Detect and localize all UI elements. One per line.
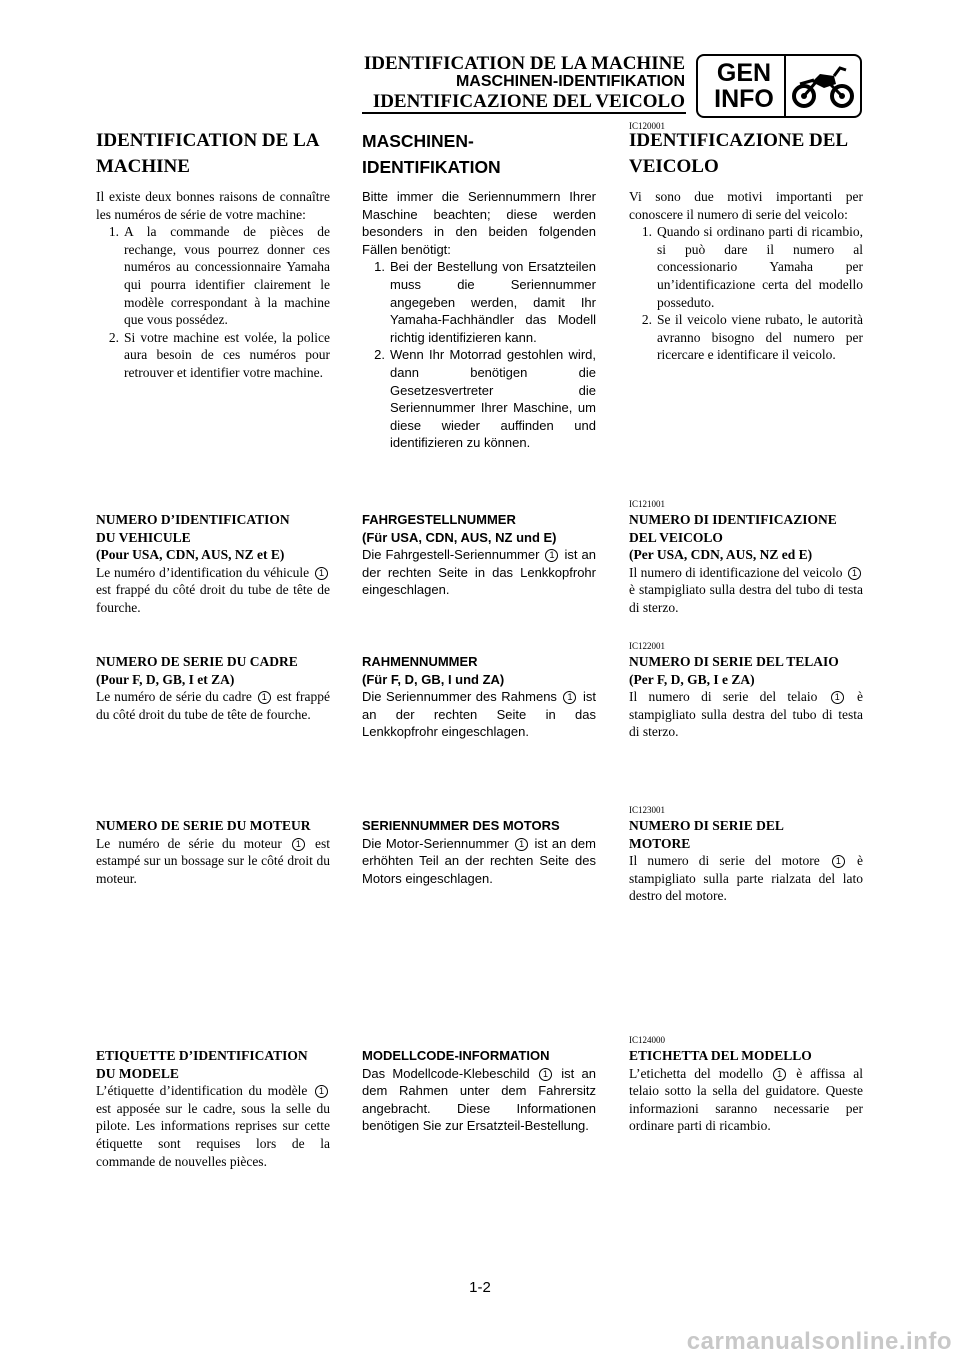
badge-label-line1: GEN — [716, 59, 772, 87]
fr-intro-text: Il existe deux bonnes raisons de connaître les numéros de série de votre machine: — [96, 189, 330, 222]
de-engine-heading: SERIENNUMMER DES MOTORS — [362, 818, 560, 833]
fr-model-label-section — [96, 1047, 330, 1170]
body-text: est frappé du côté droit du tube de tête de fourche. — [96, 582, 330, 615]
it-frame-section — [629, 653, 863, 741]
it-model-label-body — [629, 1065, 863, 1135]
de-section-title: MASCHINEN-IDENTIFIKATION — [362, 131, 501, 177]
fr-model-label-body — [96, 1082, 330, 1170]
column-italian — [629, 0, 863, 1358]
de-model-code-heading: MODELLCODE-INFORMATION — [362, 1048, 550, 1063]
it-engine-heading: NUMERO DI SERIE DEL — [629, 818, 784, 833]
body-text: Il numero di identificazione del veicolo — [629, 564, 843, 580]
de-model-code-body — [362, 1065, 596, 1135]
it-vin-heading-markets: (Per USA, CDN, AUS, NZ ed E) — [629, 547, 813, 563]
it-intro — [629, 188, 863, 364]
callout-number: 1 — [539, 1068, 552, 1081]
column-german — [362, 0, 596, 1358]
de-intro — [362, 188, 596, 452]
fr-engine-heading: NUMERO DE SERIE DU MOTEUR — [96, 818, 311, 833]
body-text: est frappé du côté droit du tube de tête de fourche. — [96, 689, 330, 722]
it-model-label-heading: ETICHETTA DEL MODELLO — [629, 1048, 812, 1063]
it-vin-heading-2: DEL VEICOLO — [629, 529, 723, 545]
callout-number: 1 — [292, 838, 305, 851]
callout-number: 1 — [832, 855, 845, 868]
fr-vin-heading-2: DU VEHICULE — [96, 529, 191, 545]
fr-vin-body — [96, 564, 330, 617]
fr-intro — [96, 188, 330, 382]
list-number: 1. — [641, 224, 652, 240]
header-title-it: IDENTIFICAZIONE DEL VEICOLO — [372, 91, 685, 112]
body-text: Le numéro d’identification du véhicule — [96, 564, 310, 580]
it-ref-code: IC121001 — [629, 499, 665, 509]
it-ref-code: IC124000 — [629, 1035, 665, 1045]
de-engine-section — [362, 817, 596, 887]
column-french — [96, 0, 330, 1358]
callout-number: 1 — [831, 691, 844, 704]
body-text: è stampigliato sulla parte rialzata del lato destro del motore. — [629, 853, 864, 904]
body-text: Le numéro de série du cadre — [96, 689, 252, 705]
it-vin-section — [629, 511, 863, 617]
body-text: est estampé sur un bossage sur le côté droit du moteur. — [96, 835, 330, 886]
callout-number: 1 — [515, 838, 528, 851]
callout-number: 1 — [848, 567, 861, 580]
fr-reasons-list — [96, 223, 330, 381]
list-text: Wenn Ihr Motorrad gestohlen wird, dann benötigen die Gesetzesvertreter die Seriennummer Ihrer Maschine, um diese wieder auffinden und identifizieren zu können. — [390, 347, 596, 451]
callout-number: 1 — [315, 1085, 328, 1098]
body-text: Le numéro de série du moteur — [96, 835, 282, 851]
list-number: 1. — [374, 259, 385, 275]
de-vin-heading: FAHRGESTELLNUMMER — [362, 512, 516, 527]
it-ref-code: IC122001 — [629, 641, 665, 651]
fr-frame-heading: NUMERO DE SERIE DU CADRE — [96, 654, 298, 669]
callout-number: 1 — [258, 691, 271, 704]
list-text: Si votre machine est volée, la police aura besoin de ces numéros pour retrouver et identifier votre machine. — [124, 329, 330, 380]
body-text: ist an der rechten Seite in das Lenkkopfrohr eingeschlagen. — [362, 547, 596, 598]
body-text: è stampigliato sulla destra del tubo di testa di sterzo. — [629, 582, 863, 615]
list-item — [362, 258, 596, 346]
list-item — [629, 311, 863, 364]
fr-model-label-heading-2: DU MODELE — [96, 1065, 179, 1081]
fr-frame-body — [96, 688, 330, 723]
de-vin-section — [362, 511, 596, 599]
list-number: 2. — [374, 347, 385, 363]
list-text: Bei der Bestellung von Ersatzteilen muss die Seriennummer angegeben werden, damit Ihr Yamaha-Fachhändler das Modell richtig identifizieren kann. — [390, 259, 596, 345]
it-engine-section — [629, 817, 863, 905]
list-number: 2. — [641, 312, 652, 328]
list-number: 2. — [108, 329, 119, 345]
list-text: A la commande de pièces de rechange, vous pourrez donner ces numéros au concessionnaire Yamaha qui pourra identifier clairement le modèle correspondant à la machine que vous possédez. — [124, 224, 330, 328]
it-model-label-section — [629, 1047, 863, 1135]
callout-number: 1 — [773, 1068, 786, 1081]
body-text: è affissa al telaio sotto la sella del guidatore. Queste informazioni saranno necessarie per ordinare parti di ricambio. — [629, 1065, 864, 1134]
de-model-code-section — [362, 1047, 596, 1135]
badge-label-line2: INFO — [714, 85, 774, 113]
body-text: Die Fahrgestell-Seriennummer — [362, 547, 540, 563]
fr-model-label-heading: ETIQUETTE D’IDENTIFICATION — [96, 1048, 308, 1063]
it-intro-text: Vi sono due motivi importanti per conoscere il numero di serie del veicolo: — [629, 189, 863, 222]
page-number: 1-2 — [469, 1279, 491, 1296]
list-text: Quando si ordinano parti di ricambio, si può dare il numero al concessionario Yamaha per un’identificazione certa del modello posseduto. — [657, 224, 863, 310]
de-vin-body — [362, 546, 596, 599]
fr-vin-heading-markets: (Pour USA, CDN, AUS, NZ et E) — [96, 547, 285, 563]
list-item — [96, 223, 330, 329]
fr-engine-section — [96, 817, 330, 887]
it-ref-code: IC123001 — [629, 805, 665, 815]
de-frame-body — [362, 688, 596, 741]
callout-number: 1 — [545, 549, 558, 562]
it-engine-heading-2: MOTORE — [629, 835, 691, 851]
watermark: carmanualsonline.info — [686, 1328, 952, 1355]
body-text: est apposée sur le cadre, sous la selle du pilote. Les informations reprises sur cette étiquette sont requises lors de la commande de nouvelles pièces. — [96, 1100, 330, 1169]
it-frame-heading: NUMERO DI SERIE DEL TELAIO — [629, 654, 839, 669]
fr-frame-section — [96, 653, 330, 723]
body-text: ist an dem Rahmen unter dem Fahrersitz angebracht. Diese Informationen benötigen Sie zur Ersatzteil-Bestellung. — [362, 1065, 596, 1134]
de-vin-heading-markets: (Für USA, CDN, AUS, NZ und E) — [362, 529, 557, 545]
it-vin-heading: NUMERO DI IDENTIFICAZIONE — [629, 512, 837, 527]
de-reasons-list — [362, 258, 596, 452]
it-vin-body — [629, 564, 863, 617]
body-text: L’étiquette d’identification du modèle — [96, 1083, 308, 1099]
de-frame-heading-markets: (Für F, D, GB, I und ZA) — [362, 671, 505, 687]
it-engine-body — [629, 852, 863, 905]
fr-engine-body — [96, 835, 330, 888]
header-title-fr: IDENTIFICATION DE LA MACHINE — [363, 53, 685, 74]
it-ref-code: IC120001 — [629, 121, 665, 131]
body-text: ist an dem erhöhten Teil an der rechten Seite des Motors eingeschlagen. — [362, 835, 596, 886]
header-title-de: MASCHINEN-IDENTIFIKATION — [455, 73, 685, 90]
list-item — [362, 346, 596, 452]
body-text: è stampigliato sulla destra del tubo di testa di sterzo. — [629, 689, 864, 740]
body-text: Das Modellcode-Klebeschild — [362, 1065, 530, 1081]
de-engine-body — [362, 835, 596, 888]
list-item — [96, 329, 330, 382]
list-text: Se il veicolo viene rubato, le autorità avranno bisogno del numero per ricercare e identificare il veicolo. — [657, 312, 863, 363]
de-intro-text: Bitte immer die Seriennummern Ihrer Maschine beachten; diese werden besonders in den beiden folgenden Fällen benötigt: — [362, 189, 596, 257]
list-item — [629, 223, 863, 311]
list-number: 1. — [108, 224, 119, 240]
it-frame-body — [629, 688, 863, 741]
body-text: L’etichetta del modello — [629, 1065, 764, 1081]
body-text: Il numero di serie del motore — [629, 853, 820, 869]
fr-frame-heading-markets: (Pour F, D, GB, I et ZA) — [96, 671, 235, 687]
fr-section-title: IDENTIFICATION DE LA MACHINE — [96, 130, 319, 177]
callout-number: 1 — [315, 567, 328, 580]
body-text: Die Seriennummer des Rahmens — [362, 689, 557, 705]
callout-number: 1 — [563, 691, 576, 704]
it-reasons-list — [629, 223, 863, 364]
it-section-title: IDENTIFICAZIONE DEL VEICOLO — [629, 130, 848, 177]
fr-vin-section — [96, 511, 330, 617]
body-text: ist an der rechten Seite in das Lenkkopfrohr eingeschlagen. — [362, 689, 596, 740]
de-frame-heading: RAHMENNUMMER — [362, 654, 478, 669]
body-text: Die Motor-Seriennummer — [362, 835, 509, 851]
de-frame-section — [362, 653, 596, 741]
body-text: Il numero di serie del telaio — [629, 689, 818, 705]
it-frame-heading-markets: (Per F, D, GB, I e ZA) — [629, 671, 755, 687]
fr-vin-heading: NUMERO D’IDENTIFICATION — [96, 512, 290, 527]
